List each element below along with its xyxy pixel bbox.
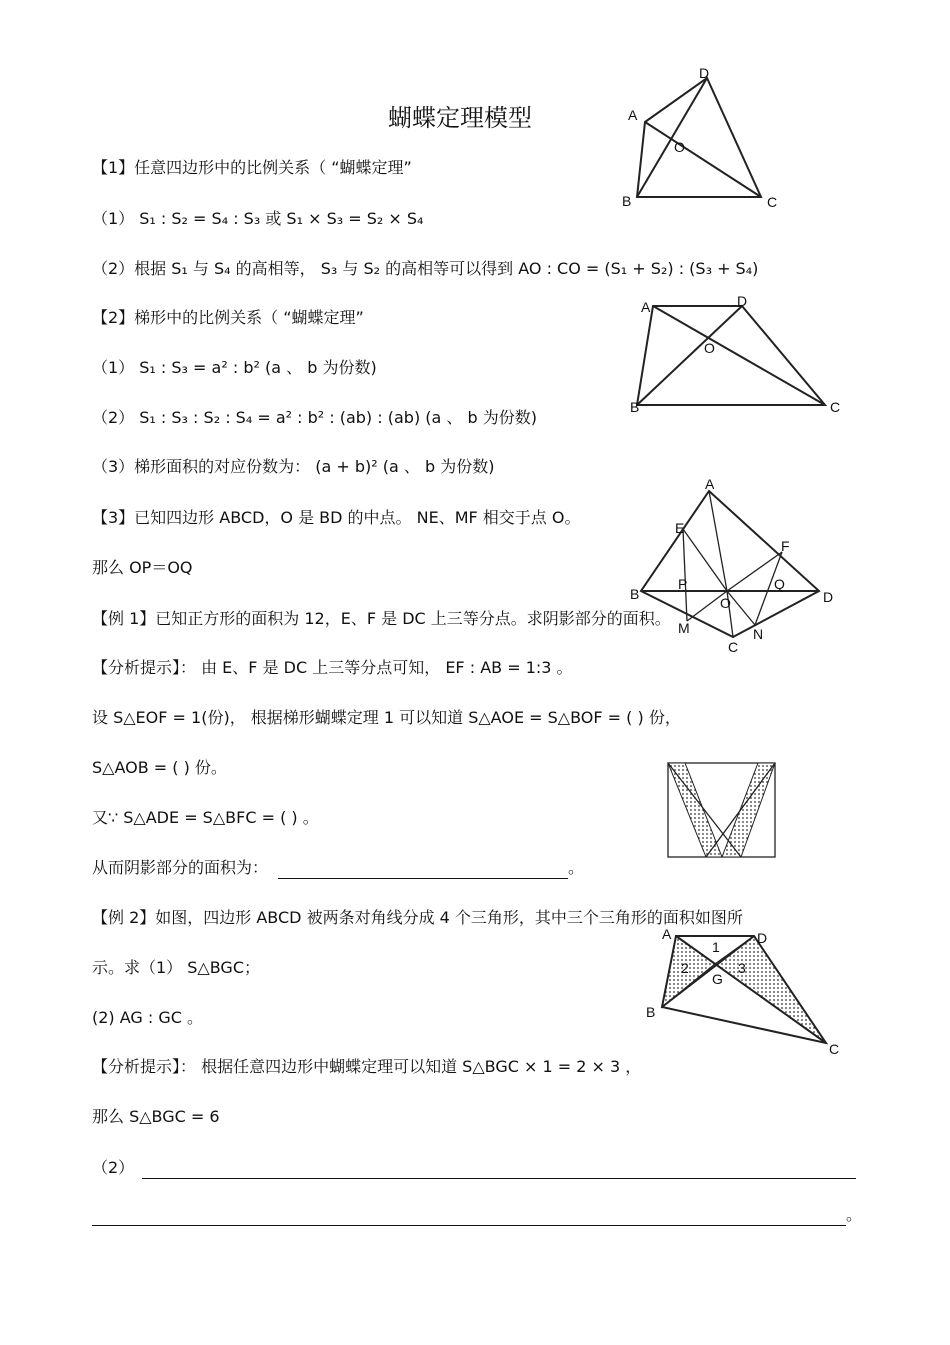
label-m: M: [678, 620, 690, 636]
section-3-heading: 【3】已知四边形 ABCD，O 是 BD 的中点。 NE、MF 相交于点 O。: [92, 508, 581, 527]
figure-square: [665, 760, 780, 860]
formula-2-1: （1） S₁ : S₃ = a² : b² (a 、 b 为份数): [92, 358, 377, 377]
example-2-part-2-answer: [92, 1157, 856, 1179]
diagonal-bd: [637, 306, 742, 405]
section-3-conclusion: 那么 OP＝OQ: [92, 558, 193, 577]
formula-2-2: （2） S₁ : S₃ : S₂ : S₄ = a² : b² : (ab) : (ab) (a 、 b 为份数): [92, 408, 537, 427]
example-1-step-3: 又∵ S△ADE = S△BFC = ( ) 。: [92, 808, 319, 827]
label-b: B: [646, 1004, 656, 1020]
example-1-answer-prompt: [92, 857, 584, 879]
figure-midpoint: [625, 475, 840, 660]
example-2-part-2-label: （2）: [92, 1158, 135, 1177]
label-c: C: [767, 194, 778, 210]
diagonal-bd: [637, 78, 707, 197]
example-1-hint: 【分析提示】： 由 E、F 是 DC 上三等分点可知， EF : AB = 1:3 。: [92, 658, 573, 677]
label-b: B: [622, 193, 632, 209]
example-2-hint: 【分析提示】： 根据任意四边形中蝴蝶定理可以知道 S△BGC × 1 = 2 × 3 ，: [92, 1057, 642, 1076]
diagonal-ac: [653, 306, 825, 405]
label-c: C: [829, 1041, 840, 1057]
label-d: D: [823, 589, 834, 605]
label-p: P: [678, 576, 688, 592]
segment-eo: [683, 529, 727, 591]
area-label-1: 1: [712, 939, 720, 955]
label-o: O: [674, 139, 685, 155]
label-o: O: [704, 340, 715, 356]
example-2-question: 【例 2】如图，四边形 ABCD 被两条对角线分成 4 个三角形，其中三个三角形的面积如图所: [92, 908, 743, 927]
example-2-part-2: (2) AG : GC 。: [92, 1008, 204, 1027]
label-b: B: [630, 586, 640, 602]
example-2-result: 那么 S△BGC = 6: [92, 1107, 220, 1126]
label-n: N: [753, 626, 764, 642]
formula-1-2: （2）根据 S₁ 与 S₄ 的高相等， S₃ 与 S₂ 的高相等可以得到 AO : CO = (S₁ + S₂) : (S₃ + S₄): [92, 259, 759, 278]
example-1-answer-blank: [278, 878, 568, 879]
label-a: A: [641, 299, 651, 315]
answer-blank-2: [92, 1225, 846, 1226]
end-mark-2: 。: [846, 1205, 863, 1224]
example-1-step-1: 设 S△EOF = 1(份)， 根据梯形蝴蝶定理 1 可以知道 S△AOE = S△BOF = ( ) 份，: [92, 708, 681, 727]
label-q: Q: [774, 576, 785, 592]
answer-blank-1: [142, 1178, 856, 1179]
label-b: B: [630, 399, 640, 415]
label-a: A: [662, 926, 672, 942]
example-1-question: 【例 1】已知正方形的面积为 12，E、F 是 DC 上三等分点。求阴影部分的面积。: [92, 609, 671, 628]
section-2-heading: 【2】梯形中的比例关系（ “蝴蝶定理”: [92, 308, 364, 327]
label-f: F: [781, 538, 790, 554]
page-title: 蝴蝶定理模型: [388, 104, 532, 132]
label-g: G: [712, 971, 723, 987]
label-d: D: [737, 293, 748, 309]
label-a: A: [705, 476, 715, 492]
end-mark: 。: [568, 858, 585, 877]
formula-2-3: （3）梯形面积的对应份数为： (a + b)² (a 、 b 为份数): [92, 457, 495, 476]
label-e: E: [675, 520, 685, 536]
formula-1-1: （1） S₁ : S₂ = S₄ : S₃ 或 S₁ × S₃ = S₂ × S₄: [92, 209, 424, 228]
figure-example-2: [640, 922, 850, 1062]
figure-quadrilateral: [615, 60, 795, 220]
example-1-step-2: S△AOB = ( ) 份。: [92, 758, 227, 777]
example-2-part-1: 示。求（1） S△BGC；: [92, 958, 260, 977]
answer-line-2: [92, 1204, 862, 1226]
section-1-heading: 【1】任意四边形中的比例关系（ “蝴蝶定理”: [92, 158, 412, 177]
quadrilateral-outline: [637, 78, 761, 197]
shaded-triangle-left: [668, 763, 722, 857]
area-label-2: 2: [681, 960, 689, 976]
label-a: A: [628, 107, 638, 123]
label-d: D: [757, 930, 768, 946]
label-d: D: [699, 65, 710, 81]
trapezoid-outline: [637, 306, 825, 405]
label-c: C: [728, 639, 739, 655]
area-label-3: 3: [738, 960, 746, 976]
example-1-answer-label: 从而阴影部分的面积为：: [92, 858, 269, 877]
figure-trapezoid: [625, 290, 850, 420]
segment-em: [683, 529, 687, 621]
label-o: O: [720, 595, 731, 611]
label-c: C: [830, 399, 841, 415]
